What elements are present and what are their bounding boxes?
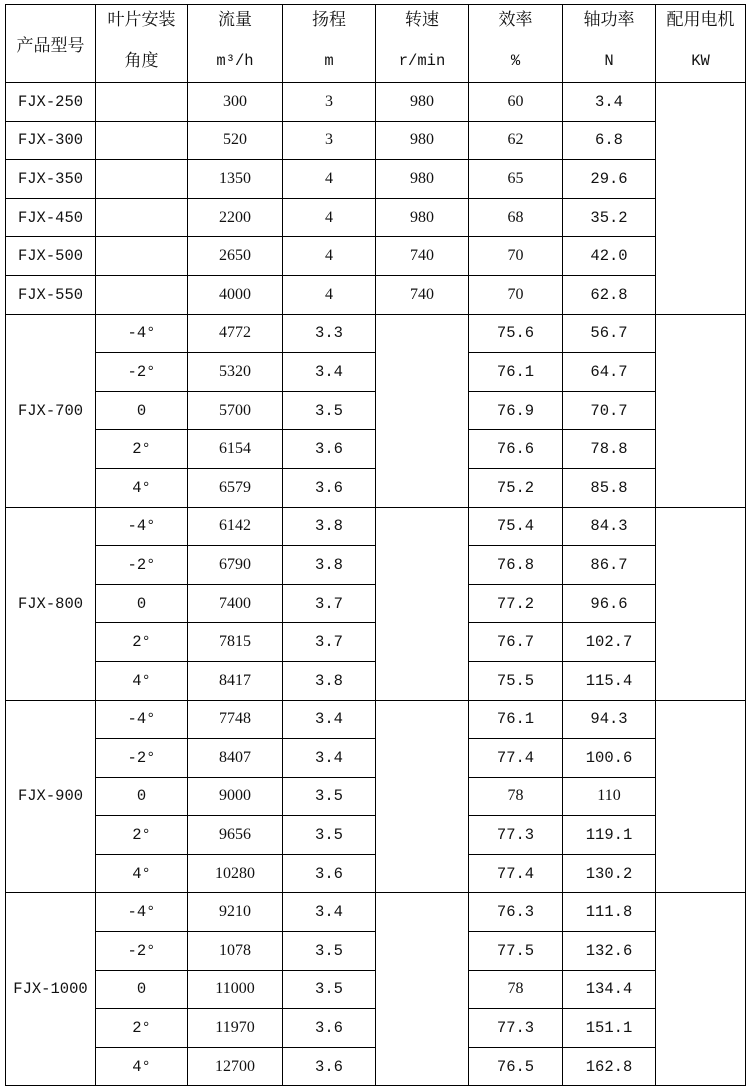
power-cell: 78.8: [563, 430, 656, 469]
speed-cell: 980: [376, 83, 469, 122]
efficiency-cell: 77.2: [469, 584, 563, 623]
power-cell: 6.8: [563, 121, 656, 160]
head-cell: 3.5: [283, 932, 376, 971]
head-cell: 3.4: [283, 893, 376, 932]
angle-cell: [96, 237, 188, 276]
power-cell: 100.6: [563, 739, 656, 778]
model-cell: FJX-500: [6, 237, 96, 276]
power-cell: 162.8: [563, 1047, 656, 1086]
efficiency-cell: 78: [469, 970, 563, 1009]
power-cell: 3.4: [563, 83, 656, 122]
model-cell: FJX-700: [6, 314, 96, 507]
angle-cell: -4°: [96, 893, 188, 932]
motor-cell: [656, 314, 746, 507]
head-cell: 3.5: [283, 816, 376, 855]
efficiency-cell: 68: [469, 198, 563, 237]
speed-cell: 740: [376, 237, 469, 276]
flow-cell: 4772: [188, 314, 283, 353]
efficiency-cell: 65: [469, 160, 563, 199]
power-cell: 94.3: [563, 700, 656, 739]
angle-cell: 2°: [96, 623, 188, 662]
angle-cell: [96, 121, 188, 160]
efficiency-cell: 77.3: [469, 1009, 563, 1048]
efficiency-cell: 76.1: [469, 700, 563, 739]
header-angle-label-line2: 角度: [124, 51, 159, 71]
flow-cell: 6142: [188, 507, 283, 546]
efficiency-cell: 75.5: [469, 661, 563, 700]
power-cell: 86.7: [563, 546, 656, 585]
flow-cell: 7815: [188, 623, 283, 662]
header-head-label: 扬程: [312, 10, 346, 30]
efficiency-cell: 75.2: [469, 468, 563, 507]
head-cell: 3.3: [283, 314, 376, 353]
header-model-label: 产品型号: [16, 36, 85, 56]
angle-cell: -2°: [96, 353, 188, 392]
head-cell: 3.6: [283, 468, 376, 507]
table-row: [6, 893, 746, 932]
flow-cell: 2200: [188, 198, 283, 237]
efficiency-cell: 62: [469, 121, 563, 160]
fan-spec-table: [5, 4, 746, 1086]
power-cell: 62.8: [563, 275, 656, 314]
head-cell: 4: [283, 237, 376, 276]
header-power: [563, 5, 656, 83]
model-cell: FJX-350: [6, 160, 96, 199]
table-row: [6, 700, 746, 739]
power-cell: 42.0: [563, 237, 656, 276]
header-flow: [188, 5, 283, 83]
header-motor-unit: KW: [691, 52, 710, 70]
flow-cell: 6579: [188, 468, 283, 507]
table-row: [6, 198, 746, 237]
speed-cell: 740: [376, 275, 469, 314]
head-cell: 3: [283, 83, 376, 122]
flow-cell: 4000: [188, 275, 283, 314]
angle-cell: 2°: [96, 1009, 188, 1048]
head-cell: 3.6: [283, 1047, 376, 1086]
header-row: [6, 5, 746, 83]
power-cell: 64.7: [563, 353, 656, 392]
flow-cell: 7400: [188, 584, 283, 623]
flow-cell: 11970: [188, 1009, 283, 1048]
angle-cell: -2°: [96, 546, 188, 585]
table-header: [6, 5, 746, 83]
model-cell: FJX-550: [6, 275, 96, 314]
head-cell: 3.8: [283, 507, 376, 546]
table-row: [6, 275, 746, 314]
power-cell: 130.2: [563, 854, 656, 893]
header-speed-unit: r/min: [398, 52, 446, 70]
header-angle: [96, 5, 188, 83]
efficiency-cell: 77.4: [469, 739, 563, 778]
efficiency-cell: 60: [469, 83, 563, 122]
flow-cell: 9000: [188, 777, 283, 816]
angle-cell: [96, 83, 188, 122]
power-cell: 29.6: [563, 160, 656, 199]
header-head: [283, 5, 376, 83]
table-row: [6, 237, 746, 276]
efficiency-cell: 76.3: [469, 893, 563, 932]
table-body: [6, 83, 746, 1086]
efficiency-cell: 77.4: [469, 854, 563, 893]
table-row: [6, 314, 746, 353]
header-angle-label: 叶片安装: [107, 10, 176, 30]
efficiency-cell: 76.7: [469, 623, 563, 662]
power-cell: 111.8: [563, 893, 656, 932]
head-cell: 4: [283, 275, 376, 314]
header-motor-label: 配用电机: [666, 10, 735, 30]
angle-cell: 4°: [96, 468, 188, 507]
flow-cell: 10280: [188, 854, 283, 893]
efficiency-cell: 75.4: [469, 507, 563, 546]
efficiency-cell: 76.8: [469, 546, 563, 585]
efficiency-cell: 70: [469, 237, 563, 276]
head-cell: 3.4: [283, 353, 376, 392]
table-row: [6, 121, 746, 160]
speed-cell: 980: [376, 160, 469, 199]
speed-cell: [376, 314, 469, 507]
header-efficiency-unit: %: [510, 52, 521, 70]
power-cell: 110: [563, 777, 656, 816]
power-cell: 132.6: [563, 932, 656, 971]
power-cell: 102.7: [563, 623, 656, 662]
motor-cell: [656, 83, 746, 315]
header-efficiency: [469, 5, 563, 83]
efficiency-cell: 77.3: [469, 816, 563, 855]
flow-cell: 12700: [188, 1047, 283, 1086]
power-cell: 115.4: [563, 661, 656, 700]
flow-cell: 5700: [188, 391, 283, 430]
head-cell: 3.7: [283, 623, 376, 662]
model-cell: FJX-900: [6, 700, 96, 893]
head-cell: 4: [283, 160, 376, 199]
flow-cell: 6154: [188, 430, 283, 469]
speed-cell: 980: [376, 121, 469, 160]
header-efficiency-label: 效率: [498, 10, 533, 30]
motor-cell: [656, 700, 746, 893]
header-motor: [656, 5, 746, 83]
efficiency-cell: 76.1: [469, 353, 563, 392]
head-cell: 3.8: [283, 661, 376, 700]
header-speed: [376, 5, 469, 83]
motor-cell: [656, 893, 746, 1086]
flow-cell: 8407: [188, 739, 283, 778]
angle-cell: -4°: [96, 700, 188, 739]
power-cell: 70.7: [563, 391, 656, 430]
efficiency-cell: 77.5: [469, 932, 563, 971]
angle-cell: 2°: [96, 430, 188, 469]
angle-cell: 4°: [96, 661, 188, 700]
angle-cell: -2°: [96, 739, 188, 778]
head-cell: 3.7: [283, 584, 376, 623]
angle-cell: 0: [96, 970, 188, 1009]
head-cell: 3.4: [283, 739, 376, 778]
model-cell: FJX-800: [6, 507, 96, 700]
efficiency-cell: 76.5: [469, 1047, 563, 1086]
power-cell: 134.4: [563, 970, 656, 1009]
angle-cell: [96, 160, 188, 199]
model-cell: FJX-250: [6, 83, 96, 122]
flow-cell: 520: [188, 121, 283, 160]
head-cell: 3.6: [283, 430, 376, 469]
power-cell: 151.1: [563, 1009, 656, 1048]
speed-cell: [376, 507, 469, 700]
header-power-unit: N: [604, 52, 614, 70]
head-cell: 3.6: [283, 854, 376, 893]
header-speed-label: 转速: [405, 10, 439, 30]
power-cell: 35.2: [563, 198, 656, 237]
power-cell: 85.8: [563, 468, 656, 507]
power-cell: 56.7: [563, 314, 656, 353]
power-cell: 96.6: [563, 584, 656, 623]
model-cell: FJX-300: [6, 121, 96, 160]
angle-cell: 0: [96, 777, 188, 816]
model-cell: FJX-1000: [6, 893, 96, 1086]
flow-cell: 9210: [188, 893, 283, 932]
flow-cell: 6790: [188, 546, 283, 585]
flow-cell: 9656: [188, 816, 283, 855]
header-flow-label: 流量: [218, 10, 252, 30]
speed-cell: [376, 893, 469, 1086]
flow-cell: 2650: [188, 237, 283, 276]
flow-cell: 1350: [188, 160, 283, 199]
head-cell: 3.6: [283, 1009, 376, 1048]
header-head-unit: m: [324, 52, 334, 70]
angle-cell: [96, 198, 188, 237]
head-cell: 3.8: [283, 546, 376, 585]
header-power-label: 轴功率: [583, 10, 635, 30]
flow-cell: 1078: [188, 932, 283, 971]
efficiency-cell: 75.6: [469, 314, 563, 353]
table-row: [6, 83, 746, 122]
efficiency-cell: 70: [469, 275, 563, 314]
speed-cell: [376, 700, 469, 893]
efficiency-cell: 78: [469, 777, 563, 816]
efficiency-cell: 76.9: [469, 391, 563, 430]
efficiency-cell: 76.6: [469, 430, 563, 469]
angle-cell: [96, 275, 188, 314]
head-cell: 3.5: [283, 777, 376, 816]
angle-cell: -4°: [96, 314, 188, 353]
angle-cell: 2°: [96, 816, 188, 855]
flow-cell: 5320: [188, 353, 283, 392]
model-cell: FJX-450: [6, 198, 96, 237]
angle-cell: -4°: [96, 507, 188, 546]
angle-cell: 0: [96, 584, 188, 623]
flow-cell: 300: [188, 83, 283, 122]
angle-cell: 4°: [96, 854, 188, 893]
header-flow-unit: m³/h: [216, 52, 254, 70]
flow-cell: 7748: [188, 700, 283, 739]
angle-cell: 4°: [96, 1047, 188, 1086]
table-row: [6, 507, 746, 546]
power-cell: 119.1: [563, 816, 656, 855]
flow-cell: 8417: [188, 661, 283, 700]
header-model: [6, 5, 96, 83]
speed-cell: 980: [376, 198, 469, 237]
head-cell: 4: [283, 198, 376, 237]
head-cell: 3: [283, 121, 376, 160]
table-row: [6, 160, 746, 199]
head-cell: 3.5: [283, 970, 376, 1009]
flow-cell: 11000: [188, 970, 283, 1009]
power-cell: 84.3: [563, 507, 656, 546]
head-cell: 3.5: [283, 391, 376, 430]
motor-cell: [656, 507, 746, 700]
angle-cell: 0: [96, 391, 188, 430]
angle-cell: -2°: [96, 932, 188, 971]
head-cell: 3.4: [283, 700, 376, 739]
